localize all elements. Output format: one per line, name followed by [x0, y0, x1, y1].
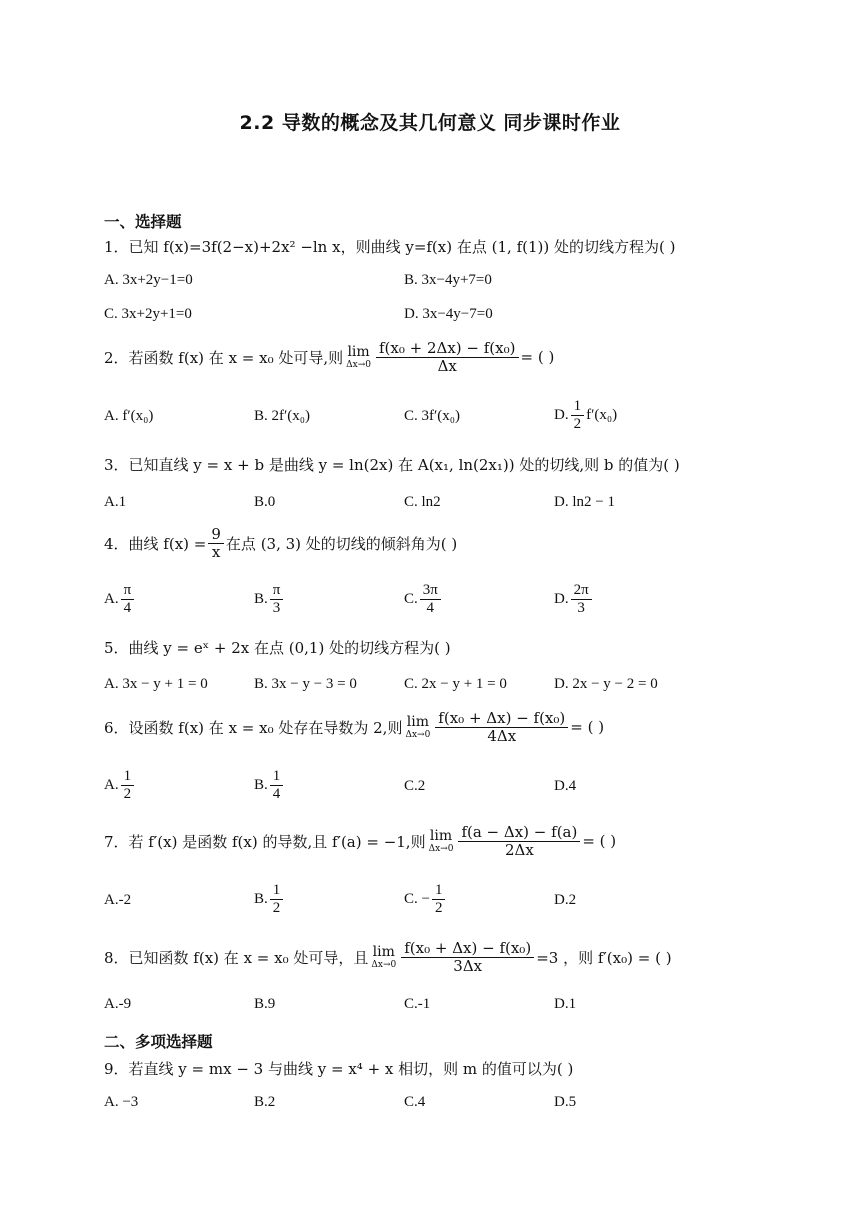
question-4-option-d [554, 582, 594, 616]
question-8-stem-prefix: 8．已知函数 f(x) 在 x = x₀ 处可导，且 [104, 948, 369, 967]
option-suffix: f′(x₀) [586, 406, 618, 423]
question-2-option-a: A. f′(x₀) [104, 408, 154, 424]
question-4-option-b [254, 582, 285, 616]
question-6-option-c: C.2 [404, 778, 426, 794]
option-fraction [121, 582, 135, 616]
question-7-option-c [404, 882, 447, 916]
question-6-option-d: D.4 [554, 778, 577, 794]
option-label: C. [404, 590, 418, 607]
fraction-numerator: f(a − Δx) − f(a) [458, 824, 580, 842]
fraction-denominator: 4 [123, 599, 132, 616]
fraction-numerator: f(x₀ + Δx) − f(x₀) [435, 710, 568, 728]
question-4-option-c [404, 582, 443, 616]
question-6-stem-prefix: 6．设函数 f(x) 在 x = x₀ 处存在导数为 2,则 [104, 718, 403, 737]
limit-word: lim [406, 713, 429, 730]
fraction-numerator: f(x₀ + 2Δx) − f(x₀) [376, 340, 519, 358]
question-2-stem-prefix: 2．若函数 f(x) 在 x = x₀ 处可导,则 [104, 348, 344, 367]
question-8-option-b: B.9 [254, 996, 276, 1012]
option-fraction [270, 768, 284, 802]
question-8-fraction [401, 940, 534, 974]
fraction-denominator: 2 [272, 899, 281, 916]
question-1-option-a: A. 3x+2y−1=0 [104, 272, 193, 288]
fraction-denominator: 3 [577, 599, 585, 616]
question-9-stem: 9．若直线 y = mx − 3 与曲线 y = x⁴ + x 相切，则 m 的值可以为( ) [104, 1060, 574, 1078]
question-6-stem [104, 710, 604, 744]
question-9-option-d: D.5 [554, 1094, 577, 1110]
question-4-option-a [104, 582, 136, 616]
fraction-numerator: π [270, 582, 284, 600]
fraction-numerator: 1 [270, 768, 284, 786]
option-label: D. [554, 590, 569, 607]
option-label: B. [254, 890, 268, 907]
fraction-denominator: 2Δx [504, 840, 534, 859]
fraction-denominator: x [211, 542, 221, 561]
question-2-stem [104, 340, 554, 374]
fraction-numerator: 3π [420, 582, 441, 600]
question-2-option-d [554, 398, 617, 432]
question-8-stem-suffix: =3 ，则 f′(x₀) = ( ) [536, 948, 672, 967]
option-label: B. [254, 776, 268, 793]
option-fraction [121, 768, 135, 802]
fraction-denominator: 2 [434, 899, 443, 916]
question-2-option-b: B. 2f′(x₀) [254, 408, 311, 424]
fraction-denominator: Δx [437, 356, 457, 375]
fraction-numerator: π [121, 582, 135, 600]
fraction-denominator: 3 [272, 599, 281, 616]
question-2-stem-suffix: = ( ) [520, 348, 555, 366]
question-5-option-b: B. 3x − y − 3 = 0 [254, 676, 357, 692]
fraction-numerator: 2π [571, 582, 592, 600]
fraction-denominator: 4Δx [487, 726, 517, 745]
limit-word: lim [347, 343, 370, 360]
limit-operator [405, 715, 430, 740]
question-8-option-c: C.-1 [404, 996, 431, 1012]
question-3-stem: 3．已知直线 y = x + b 是曲线 y = ln(2x) 在 A(x₁, ln(2x₁)) 处的切线,则 b 的值为( ) [104, 456, 680, 474]
question-9-option-c: C.4 [404, 1094, 426, 1110]
limit-subscript: Δx→0 [405, 729, 431, 740]
question-7-stem-prefix: 7．若 f′(x) 是函数 f(x) 的导数,且 f′(a) = −1,则 [104, 832, 426, 851]
question-9-option-b: B.2 [254, 1094, 276, 1110]
fraction-numerator: 1 [571, 398, 585, 416]
option-label: A. [104, 590, 119, 607]
question-9-option-a: A. −3 [104, 1094, 139, 1110]
fraction-numerator: f(x₀ + Δx) − f(x₀) [401, 940, 534, 958]
question-8-option-d: D.1 [554, 996, 577, 1012]
question-1-option-c: C. 3x+2y+1=0 [104, 306, 192, 322]
option-label: C. − [404, 890, 430, 907]
question-6-option-b [254, 768, 285, 802]
question-7-stem [104, 824, 616, 858]
fraction-denominator: 2 [573, 415, 582, 432]
question-8-option-a: A.-9 [104, 996, 132, 1012]
question-2-option-c: C. 3f′(x₀) [404, 408, 461, 424]
limit-word: lim [372, 943, 395, 960]
question-3-option-d: D. ln2 − 1 [554, 494, 615, 510]
question-7-option-b [254, 882, 285, 916]
option-label: D. [554, 406, 569, 423]
limit-subscript: Δx→0 [428, 843, 454, 854]
fraction-numerator: 1 [121, 768, 135, 786]
question-4-stem-prefix: 4．曲线 f(x) = [104, 534, 207, 553]
question-4-fraction [208, 526, 224, 560]
question-5-stem: 5．曲线 y = eˣ + 2x 在点 (0,1) 处的切线方程为( ) [104, 639, 451, 657]
question-1-stem: 1．已知 f(x)=3f(2−x)+2x² −ln x，则曲线 y=f(x) 在点 (1, f(1)) 处的切线方程为( ) [104, 238, 676, 256]
option-label: A. [104, 776, 119, 793]
question-4-stem [104, 526, 457, 560]
option-label: B. [254, 590, 268, 607]
limit-operator [429, 829, 454, 854]
option-fraction [432, 882, 446, 916]
question-6-fraction [435, 710, 568, 744]
question-7-option-d: D.2 [554, 892, 577, 908]
option-fraction [571, 582, 592, 616]
question-7-stem-suffix: = ( ) [582, 832, 617, 850]
limit-operator [371, 945, 396, 970]
question-6-option-a [104, 768, 136, 802]
question-2-fraction [376, 340, 519, 374]
question-8-stem [104, 940, 672, 974]
fraction-denominator: 4 [426, 599, 435, 616]
question-1-option-d: D. 3x−4y−7=0 [404, 306, 493, 322]
question-3-option-c: C. ln2 [404, 494, 441, 510]
question-5-option-d: D. 2x − y − 2 = 0 [554, 676, 658, 692]
question-5-option-a: A. 3x − y + 1 = 0 [104, 676, 208, 692]
question-7-fraction [458, 824, 580, 858]
limit-operator [346, 345, 371, 370]
option-fraction [270, 882, 284, 916]
option-fraction [270, 582, 284, 616]
fraction-numerator: 1 [270, 882, 284, 900]
question-6-stem-suffix: = ( ) [570, 718, 605, 736]
question-3-option-a: A.1 [104, 494, 127, 510]
limit-word: lim [429, 827, 453, 844]
option-fraction [571, 398, 585, 432]
fraction-denominator: 4 [272, 785, 281, 802]
option-fraction [420, 582, 441, 616]
question-7-option-a: A.-2 [104, 892, 132, 908]
question-5-option-c: C. 2x − y + 1 = 0 [404, 676, 507, 692]
section-heading-single-choice: 一、选择题 [104, 213, 182, 231]
section-heading-multiple-choice: 二、多项选择题 [104, 1033, 213, 1051]
limit-subscript: Δx→0 [371, 959, 397, 970]
fraction-denominator: 2 [123, 785, 132, 802]
question-1-option-b: B. 3x−4y+7=0 [404, 272, 492, 288]
fraction-numerator: 9 [208, 526, 224, 544]
question-4-stem-suffix: 在点 (3, 3) 处的切线的倾斜角为( ) [225, 534, 458, 553]
question-3-option-b: B.0 [254, 494, 276, 510]
limit-subscript: Δx→0 [346, 359, 371, 370]
page-title: 2.2 导数的概念及其几何意义 同步课时作业 [239, 112, 621, 134]
fraction-denominator: 3Δx [453, 956, 483, 975]
fraction-numerator: 1 [432, 882, 446, 900]
